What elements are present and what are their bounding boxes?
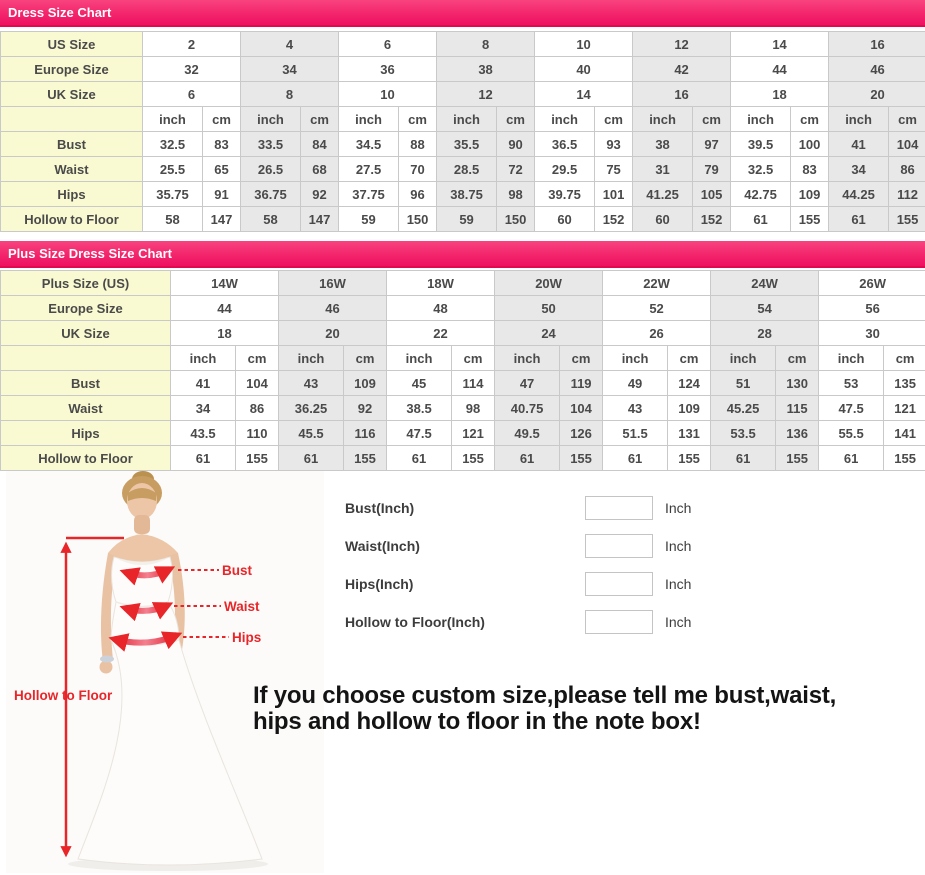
size-cell: 14W: [171, 271, 279, 296]
unit-inch-cell: inch: [339, 107, 399, 132]
figure-waist-label: Waist: [224, 599, 260, 614]
measure-inch-cell: 60: [633, 207, 693, 232]
measure-inch-cell: 61: [387, 446, 452, 471]
row-label: Hollow to Floor: [1, 207, 143, 232]
measure-inch-cell: 37.75: [339, 182, 399, 207]
measure-cm-cell: 109: [668, 396, 711, 421]
unit-inch-cell: inch: [535, 107, 595, 132]
size-cell: 32: [143, 57, 241, 82]
measure-inch-cell: 49.5: [495, 421, 560, 446]
measure-cm-cell: 92: [344, 396, 387, 421]
measure-cm-cell: 136: [776, 421, 819, 446]
unit-inch-cell: inch: [437, 107, 497, 132]
unit-inch-cell: inch: [829, 107, 889, 132]
size-cell: 18W: [387, 271, 495, 296]
measure-cm-cell: 104: [236, 371, 279, 396]
unit-cm-cell: cm: [344, 346, 387, 371]
measure-cm-cell: 83: [791, 157, 829, 182]
size-cell: 52: [603, 296, 711, 321]
model-dress-illustration: [0, 471, 330, 875]
custom-size-form-row: [345, 571, 691, 597]
measure-inch-cell: 61: [603, 446, 668, 471]
measure-cm-cell: 90: [497, 132, 535, 157]
field-unit-label: Inch: [665, 576, 692, 592]
measure-inch-cell: 61: [731, 207, 791, 232]
custom-size-note-line2: hips and hollow to floor in the note box!: [253, 708, 701, 735]
unit-cm-cell: cm: [776, 346, 819, 371]
size-cell: 26: [603, 321, 711, 346]
unit-inch-cell: inch: [711, 346, 776, 371]
size-cell: 56: [819, 296, 925, 321]
measure-inch-cell: 39.5: [731, 132, 791, 157]
row-label: Hips: [1, 421, 171, 446]
size-cell: 14: [535, 82, 633, 107]
measure-inch-cell: 38: [633, 132, 693, 157]
measure-cm-cell: 135: [884, 371, 925, 396]
unit-inch-cell: inch: [241, 107, 301, 132]
measure-inch-cell: 32.5: [143, 132, 203, 157]
unit-inch-cell: inch: [171, 346, 236, 371]
row-label: Hollow to Floor: [1, 446, 171, 471]
measure-inch-cell: 53.5: [711, 421, 776, 446]
measure-inch-cell: 59: [437, 207, 497, 232]
size-cell: 6: [339, 32, 437, 57]
size-cell: 6: [143, 82, 241, 107]
measure-cm-cell: 104: [560, 396, 603, 421]
size-cell: 48: [387, 296, 495, 321]
unit-inch-cell: inch: [495, 346, 560, 371]
measure-cm-cell: 98: [497, 182, 535, 207]
field-unit-label: Inch: [665, 538, 692, 554]
measure-cm-cell: 116: [344, 421, 387, 446]
measure-cm-cell: 155: [344, 446, 387, 471]
measure-inch-cell: 42.75: [731, 182, 791, 207]
size-cell: 24: [495, 321, 603, 346]
measure-inch-cell: 36.5: [535, 132, 595, 157]
hips-inch-input[interactable]: [585, 572, 653, 596]
measure-inch-cell: 53: [819, 371, 884, 396]
measure-cm-cell: 75: [595, 157, 633, 182]
measure-cm-cell: 110: [236, 421, 279, 446]
row-label: Europe Size: [1, 57, 143, 82]
size-cell: 10: [339, 82, 437, 107]
field-unit-label: Inch: [665, 500, 692, 516]
size-cell: 24W: [711, 271, 819, 296]
measure-cm-cell: 98: [452, 396, 495, 421]
measure-cm-cell: 155: [668, 446, 711, 471]
unit-cm-cell: cm: [884, 346, 925, 371]
measure-inch-cell: 39.75: [535, 182, 595, 207]
measure-cm-cell: 84: [301, 132, 339, 157]
waist-inch-input[interactable]: [585, 534, 653, 558]
measure-inch-cell: 47.5: [387, 421, 452, 446]
measure-cm-cell: 150: [497, 207, 535, 232]
dress-measurement-figure: [0, 471, 330, 875]
measure-inch-cell: 36.25: [279, 396, 344, 421]
measure-inch-cell: 35.5: [437, 132, 497, 157]
row-label: Europe Size: [1, 296, 171, 321]
unit-cm-cell: cm: [560, 346, 603, 371]
measure-cm-cell: 150: [399, 207, 437, 232]
size-cell: 30: [819, 321, 925, 346]
measure-inch-cell: 36.75: [241, 182, 301, 207]
measure-inch-cell: 43.5: [171, 421, 236, 446]
measure-inch-cell: 44.25: [829, 182, 889, 207]
measure-cm-cell: 121: [452, 421, 495, 446]
size-cell: 16: [633, 82, 731, 107]
measure-inch-cell: 25.5: [143, 157, 203, 182]
unit-inch-cell: inch: [819, 346, 884, 371]
unit-inch-cell: inch: [633, 107, 693, 132]
measure-inch-cell: 51.5: [603, 421, 668, 446]
measure-inch-cell: 59: [339, 207, 399, 232]
custom-size-note: [253, 683, 925, 735]
measure-cm-cell: 155: [452, 446, 495, 471]
measure-cm-cell: 101: [595, 182, 633, 207]
size-cell: 44: [171, 296, 279, 321]
unit-cm-cell: cm: [203, 107, 241, 132]
size-cell: 46: [279, 296, 387, 321]
measure-cm-cell: 130: [776, 371, 819, 396]
size-cell: 12: [633, 32, 731, 57]
measure-inch-cell: 45.25: [711, 396, 776, 421]
size-cell: 22: [387, 321, 495, 346]
measure-cm-cell: 114: [452, 371, 495, 396]
size-cell: 38: [437, 57, 535, 82]
measure-cm-cell: 79: [693, 157, 731, 182]
size-cell: 10: [535, 32, 633, 57]
measure-inch-cell: 45: [387, 371, 452, 396]
size-cell: 50: [495, 296, 603, 321]
unit-cm-cell: cm: [668, 346, 711, 371]
measure-inch-cell: 34: [171, 396, 236, 421]
dress-size-chart-header: Dress Size Chart: [0, 0, 925, 27]
row-label: Hips: [1, 182, 143, 207]
measure-cm-cell: 155: [560, 446, 603, 471]
measure-inch-cell: 61: [829, 207, 889, 232]
measure-inch-cell: 61: [711, 446, 776, 471]
field-label: Waist(Inch): [345, 538, 420, 554]
field-unit-label: Inch: [665, 614, 692, 630]
unit-row-spacer: [1, 346, 171, 371]
custom-size-form-row: [345, 495, 691, 521]
measure-inch-cell: 38.5: [387, 396, 452, 421]
measure-cm-cell: 105: [693, 182, 731, 207]
measure-cm-cell: 86: [889, 157, 925, 182]
measure-inch-cell: 41: [829, 132, 889, 157]
row-label: Plus Size (US): [1, 271, 171, 296]
row-label: US Size: [1, 32, 143, 57]
size-cell: 8: [241, 82, 339, 107]
measure-cm-cell: 104: [889, 132, 925, 157]
measure-inch-cell: 49: [603, 371, 668, 396]
unit-cm-cell: cm: [889, 107, 925, 132]
unit-inch-cell: inch: [143, 107, 203, 132]
measuring-guide-section: [0, 471, 925, 875]
measure-cm-cell: 147: [301, 207, 339, 232]
field-label: Bust(Inch): [345, 500, 415, 516]
measure-cm-cell: 92: [301, 182, 339, 207]
size-cell: 20: [279, 321, 387, 346]
measure-cm-cell: 131: [668, 421, 711, 446]
size-cell: 36: [339, 57, 437, 82]
row-label: Bust: [1, 132, 143, 157]
measure-cm-cell: 121: [884, 396, 925, 421]
custom-size-form: [345, 495, 691, 647]
measure-inch-cell: 61: [819, 446, 884, 471]
measure-inch-cell: 43: [603, 396, 668, 421]
unit-cm-cell: cm: [595, 107, 633, 132]
unit-cm-cell: cm: [791, 107, 829, 132]
measure-cm-cell: 126: [560, 421, 603, 446]
measure-cm-cell: 97: [693, 132, 731, 157]
measure-inch-cell: 43: [279, 371, 344, 396]
measure-cm-cell: 155: [884, 446, 925, 471]
custom-size-form-row: [345, 609, 691, 635]
row-label: Bust: [1, 371, 171, 396]
figure-hollow-to-floor-label: Hollow to Floor: [14, 688, 113, 703]
measure-inch-cell: 34: [829, 157, 889, 182]
measure-inch-cell: 55.5: [819, 421, 884, 446]
hollow-to-floor-inch-input[interactable]: [585, 610, 653, 634]
measure-inch-cell: 32.5: [731, 157, 791, 182]
size-cell: 14: [731, 32, 829, 57]
measure-inch-cell: 51: [711, 371, 776, 396]
measure-inch-cell: 40.75: [495, 396, 560, 421]
measure-cm-cell: 68: [301, 157, 339, 182]
measure-cm-cell: 109: [791, 182, 829, 207]
measure-cm-cell: 91: [203, 182, 241, 207]
size-cell: 16: [829, 32, 925, 57]
measure-inch-cell: 31: [633, 157, 693, 182]
measure-cm-cell: 147: [203, 207, 241, 232]
figure-hips-label: Hips: [232, 630, 262, 645]
measure-cm-cell: 72: [497, 157, 535, 182]
measure-inch-cell: 47.5: [819, 396, 884, 421]
unit-inch-cell: inch: [731, 107, 791, 132]
measure-inch-cell: 29.5: [535, 157, 595, 182]
measure-inch-cell: 35.75: [143, 182, 203, 207]
row-label: Waist: [1, 396, 171, 421]
unit-inch-cell: inch: [279, 346, 344, 371]
unit-cm-cell: cm: [399, 107, 437, 132]
size-cell: 34: [241, 57, 339, 82]
size-cell: 20: [829, 82, 925, 107]
measure-cm-cell: 152: [693, 207, 731, 232]
measure-inch-cell: 27.5: [339, 157, 399, 182]
measure-inch-cell: 38.75: [437, 182, 497, 207]
size-cell: 16W: [279, 271, 387, 296]
custom-size-note-line1: If you choose custom size,please tell me bust,waist,: [253, 682, 837, 709]
measure-inch-cell: 26.5: [241, 157, 301, 182]
measure-cm-cell: 124: [668, 371, 711, 396]
row-label: Waist: [1, 157, 143, 182]
size-cell: 44: [731, 57, 829, 82]
measure-inch-cell: 58: [241, 207, 301, 232]
measure-inch-cell: 60: [535, 207, 595, 232]
plus-size-chart-table: [0, 270, 925, 471]
row-label: UK Size: [1, 82, 143, 107]
size-cell: 26W: [819, 271, 925, 296]
size-cell: 12: [437, 82, 535, 107]
measure-cm-cell: 83: [203, 132, 241, 157]
measure-cm-cell: 155: [236, 446, 279, 471]
size-cell: 40: [535, 57, 633, 82]
measure-cm-cell: 115: [776, 396, 819, 421]
unit-inch-cell: inch: [603, 346, 668, 371]
measure-cm-cell: 88: [399, 132, 437, 157]
measure-inch-cell: 41: [171, 371, 236, 396]
unit-cm-cell: cm: [236, 346, 279, 371]
unit-cm-cell: cm: [452, 346, 495, 371]
unit-cm-cell: cm: [497, 107, 535, 132]
measure-inch-cell: 28.5: [437, 157, 497, 182]
size-cell: 4: [241, 32, 339, 57]
size-cell: 18: [171, 321, 279, 346]
unit-cm-cell: cm: [693, 107, 731, 132]
dress-size-chart-table: [0, 31, 925, 232]
custom-size-form-row: [345, 533, 691, 559]
size-cell: 22W: [603, 271, 711, 296]
size-cell: 54: [711, 296, 819, 321]
measure-inch-cell: 61: [495, 446, 560, 471]
measure-inch-cell: 58: [143, 207, 203, 232]
size-cell: 28: [711, 321, 819, 346]
measure-cm-cell: 141: [884, 421, 925, 446]
plus-size-chart-header: Plus Size Dress Size Chart: [0, 241, 925, 268]
measure-inch-cell: 45.5: [279, 421, 344, 446]
measure-cm-cell: 152: [595, 207, 633, 232]
field-label: Hips(Inch): [345, 576, 414, 592]
measure-cm-cell: 155: [776, 446, 819, 471]
field-label: Hollow to Floor(Inch): [345, 614, 485, 630]
measure-inch-cell: 61: [279, 446, 344, 471]
row-label: UK Size: [1, 321, 171, 346]
unit-cm-cell: cm: [301, 107, 339, 132]
measure-cm-cell: 112: [889, 182, 925, 207]
measure-cm-cell: 155: [889, 207, 925, 232]
measure-cm-cell: 86: [236, 396, 279, 421]
measure-cm-cell: 119: [560, 371, 603, 396]
size-cell: 42: [633, 57, 731, 82]
measure-inch-cell: 61: [171, 446, 236, 471]
size-cell: 8: [437, 32, 535, 57]
bust-inch-input[interactable]: [585, 496, 653, 520]
measure-cm-cell: 155: [791, 207, 829, 232]
figure-bust-label: Bust: [222, 563, 252, 578]
measure-inch-cell: 34.5: [339, 132, 399, 157]
unit-row-spacer: [1, 107, 143, 132]
measure-inch-cell: 41.25: [633, 182, 693, 207]
measure-cm-cell: 93: [595, 132, 633, 157]
unit-inch-cell: inch: [387, 346, 452, 371]
measure-cm-cell: 100: [791, 132, 829, 157]
measure-cm-cell: 70: [399, 157, 437, 182]
measure-inch-cell: 47: [495, 371, 560, 396]
measure-cm-cell: 65: [203, 157, 241, 182]
size-cell: 2: [143, 32, 241, 57]
measure-inch-cell: 33.5: [241, 132, 301, 157]
size-cell: 18: [731, 82, 829, 107]
measure-cm-cell: 96: [399, 182, 437, 207]
size-cell: 46: [829, 57, 925, 82]
size-cell: 20W: [495, 271, 603, 296]
measure-cm-cell: 109: [344, 371, 387, 396]
